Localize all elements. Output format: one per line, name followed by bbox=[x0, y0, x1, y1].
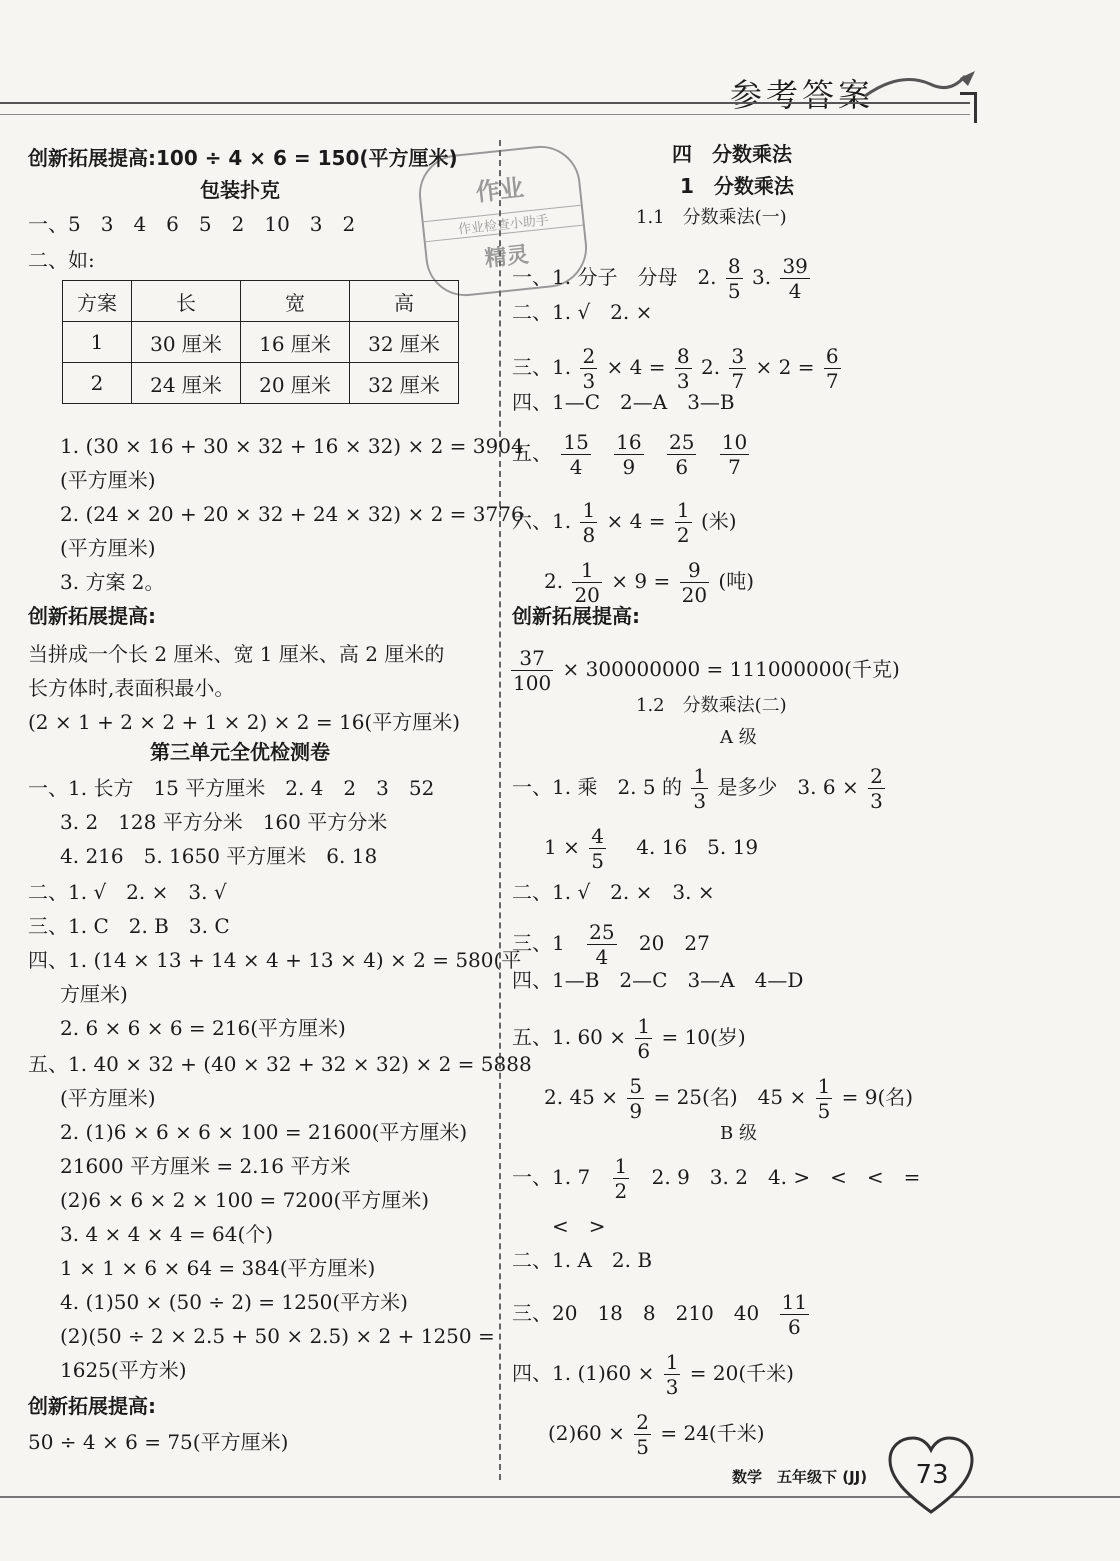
right-r8: 创新拓展提高: bbox=[512, 604, 640, 628]
text: × 9 = bbox=[611, 569, 671, 593]
numerator: 6 bbox=[825, 344, 839, 368]
text: 一、1. 7 bbox=[512, 1165, 591, 1189]
right-r18: < > bbox=[552, 1214, 606, 1238]
column-divider bbox=[499, 140, 501, 1480]
text: 三、1. bbox=[512, 355, 572, 379]
denominator: 3 bbox=[582, 369, 596, 393]
text: × 4 = bbox=[606, 355, 666, 379]
left-l11: 3. 2 128 平方分米 160 平方分米 bbox=[60, 810, 388, 834]
numerator: 11 bbox=[781, 1290, 808, 1314]
left-l16: 2. 6 × 6 × 6 = 216(平方厘米) bbox=[60, 1016, 346, 1040]
right-r3 bbox=[512, 346, 844, 391]
fraction bbox=[667, 432, 696, 477]
page-header-title: 参考答案 bbox=[730, 76, 875, 114]
numerator: 1 bbox=[676, 498, 690, 522]
table-row bbox=[63, 322, 459, 363]
numerator: 1 bbox=[693, 764, 707, 788]
fraction bbox=[691, 766, 708, 811]
numerator: 9 bbox=[680, 560, 709, 583]
left-l6: 3. 方案 2。 bbox=[60, 570, 165, 594]
numerator: 1 bbox=[572, 560, 601, 583]
text: = 24(千米) bbox=[660, 1421, 765, 1445]
right-r19: 二、1. A 2. B bbox=[512, 1248, 653, 1272]
left-l22: 1 × 1 × 6 × 64 = 384(平方厘米) bbox=[60, 1256, 376, 1280]
fraction bbox=[675, 346, 692, 391]
fraction bbox=[613, 1156, 630, 1201]
denominator: 6 bbox=[675, 455, 689, 479]
right-r1 bbox=[512, 256, 813, 301]
left-l17b: (平方厘米) bbox=[60, 1086, 156, 1110]
left-l10: 一、1. 长方 15 平方厘米 2. 4 2 3 52 bbox=[28, 776, 435, 800]
text: 一、1. 分子 分母 2. bbox=[512, 265, 717, 289]
left-l8a: 当拼成一个长 2 厘米、宽 1 厘米、高 2 厘米的 bbox=[28, 642, 445, 666]
text: (米) bbox=[700, 509, 737, 533]
left-l12: 4. 216 5. 1650 平方厘米 6. 18 bbox=[60, 844, 378, 868]
left-l18: 2. (1)6 × 6 × 6 × 100 = 21600(平方厘米) bbox=[60, 1120, 468, 1144]
table-cell: 16 厘米 bbox=[241, 322, 350, 363]
numerator: 8 bbox=[676, 344, 690, 368]
right-r17 bbox=[512, 1156, 920, 1201]
stamp-line3: 精灵 bbox=[483, 242, 531, 273]
right-r2: 二、1. √ 2. × bbox=[512, 300, 653, 324]
section-title-packing-cards: 包装扑克 bbox=[200, 178, 280, 202]
left-l25: 1625(平方米) bbox=[60, 1358, 187, 1382]
left-l7: 创新拓展提高: bbox=[28, 604, 156, 628]
numerator: 10 bbox=[721, 430, 748, 454]
left-l13: 二、1. √ 2. × 3. √ bbox=[28, 880, 227, 904]
left-l5b: (平方厘米) bbox=[60, 536, 156, 560]
left-l24: (2)(50 ÷ 2 × 2.5 + 50 × 2.5) × 2 + 1250 = bbox=[60, 1324, 495, 1348]
header-rule bbox=[0, 102, 970, 115]
lesson-title-1-2: 1.2 分数乘法(二) bbox=[636, 695, 787, 716]
right-r11 bbox=[544, 826, 758, 871]
left-l20: (2)6 × 6 × 2 × 100 = 7200(平方厘米) bbox=[60, 1188, 430, 1212]
right-r7 bbox=[544, 560, 754, 605]
denominator: 7 bbox=[825, 369, 839, 393]
left-l27: 50 ÷ 4 × 6 = 75(平方厘米) bbox=[28, 1430, 289, 1454]
denominator: 2 bbox=[676, 523, 690, 547]
numerator: 1 bbox=[582, 498, 596, 522]
text: 4. 16 5. 19 bbox=[636, 835, 759, 859]
page-number: 73 bbox=[915, 1460, 949, 1490]
fraction bbox=[720, 432, 749, 477]
numerator: 16 bbox=[616, 430, 642, 454]
fraction bbox=[824, 346, 841, 391]
fraction bbox=[868, 766, 885, 811]
text: 五、 bbox=[512, 441, 552, 465]
denominator: 7 bbox=[731, 369, 745, 393]
table-cell: 32 厘米 bbox=[350, 322, 459, 363]
table-cell: 30 厘米 bbox=[132, 322, 241, 363]
table-cell: 32 厘米 bbox=[350, 363, 459, 404]
table-cell: 2 bbox=[63, 363, 132, 404]
fraction bbox=[680, 560, 709, 605]
left-l26: 创新拓展提高: bbox=[28, 1394, 156, 1418]
plan-table bbox=[62, 280, 459, 404]
numerator: 1 bbox=[665, 1350, 679, 1374]
fraction bbox=[627, 1076, 644, 1121]
numerator: 25 bbox=[589, 920, 615, 944]
fraction bbox=[780, 256, 809, 301]
text: × 2 = bbox=[755, 355, 815, 379]
left-l9: (2 × 1 + 2 × 2 + 1 × 2) × 2 = 16(平方厘米) bbox=[28, 710, 461, 734]
fraction bbox=[589, 826, 606, 871]
denominator: 3 bbox=[870, 789, 883, 813]
left-l3: 二、如: bbox=[28, 248, 95, 272]
stamp-line1: 作业 bbox=[474, 173, 526, 207]
fraction bbox=[664, 1352, 681, 1397]
numerator: 2 bbox=[582, 344, 596, 368]
denominator: 5 bbox=[727, 279, 741, 303]
th-length: 长 bbox=[132, 281, 241, 322]
text: 三、20 18 8 210 40 bbox=[512, 1301, 760, 1325]
denominator: 20 bbox=[574, 583, 600, 607]
left-l17a: 五、1. 40 × 32 + (40 × 32 + 32 × 32) × 2 = 5888 bbox=[28, 1052, 532, 1076]
left-l5a: 2. (24 × 20 + 20 × 32 + 24 × 32) × 2 = 3776 bbox=[60, 502, 524, 526]
denominator: 4 bbox=[569, 455, 583, 479]
th-height: 高 bbox=[350, 281, 459, 322]
fraction bbox=[614, 432, 643, 477]
numerator: 25 bbox=[668, 430, 695, 454]
denominator: 3 bbox=[676, 369, 690, 393]
level-a-label: A 级 bbox=[720, 727, 757, 748]
numerator: 2 bbox=[870, 764, 883, 788]
left-l19: 21600 平方厘米 = 2.16 平方米 bbox=[60, 1154, 351, 1178]
table-row bbox=[63, 363, 459, 404]
denominator: 3 bbox=[665, 1375, 679, 1399]
left-l21: 3. 4 × 4 × 4 = 64(个) bbox=[60, 1222, 274, 1246]
denominator: 4 bbox=[595, 945, 609, 969]
numerator: 1 bbox=[614, 1154, 628, 1178]
text: 1 × bbox=[544, 835, 580, 859]
numerator: 4 bbox=[591, 824, 604, 848]
denominator: 9 bbox=[629, 1099, 643, 1123]
right-r22 bbox=[548, 1412, 765, 1457]
denominator: 6 bbox=[787, 1315, 801, 1339]
right-r16 bbox=[544, 1076, 913, 1121]
denominator: 5 bbox=[591, 849, 604, 873]
left-l23: 4. (1)50 × (50 ÷ 2) = 1250(平方米) bbox=[60, 1290, 408, 1314]
fraction bbox=[780, 1292, 809, 1337]
fraction bbox=[587, 922, 616, 967]
footer-subject: 数学 五年级下 (JJ) bbox=[732, 1468, 868, 1486]
fraction bbox=[561, 432, 590, 477]
denominator: 20 bbox=[681, 583, 708, 607]
fraction bbox=[729, 346, 746, 391]
denominator: 2 bbox=[614, 1179, 628, 1203]
text: × 4 = bbox=[606, 509, 666, 533]
text: 3. bbox=[751, 265, 772, 289]
text: × 300000000 = 111000000(千克) bbox=[562, 657, 900, 681]
numerator: 2 bbox=[636, 1410, 649, 1434]
text: = 9(名) bbox=[841, 1085, 914, 1109]
right-r10 bbox=[512, 766, 888, 811]
denominator: 3 bbox=[693, 789, 707, 813]
right-r13 bbox=[512, 922, 710, 967]
right-r21 bbox=[512, 1352, 794, 1397]
right-r6 bbox=[512, 500, 737, 545]
table-cell: 20 厘米 bbox=[241, 363, 350, 404]
fraction bbox=[675, 500, 692, 545]
th-plan: 方案 bbox=[63, 281, 132, 322]
text: 五、1. 60 × bbox=[512, 1025, 627, 1049]
text: 三、1 bbox=[512, 931, 565, 955]
text: 2. 9 3. 2 4. > < < = bbox=[651, 1165, 921, 1189]
text: = 20(千米) bbox=[689, 1361, 794, 1385]
right-r12: 二、1. √ 2. × 3. × bbox=[512, 880, 715, 904]
fraction bbox=[580, 346, 597, 391]
left-l1: 创新拓展提高:100 ÷ 4 × 6 = 150(平方厘米) bbox=[28, 146, 458, 170]
numerator: 37 bbox=[511, 648, 553, 671]
right-r20 bbox=[512, 1292, 812, 1337]
numerator: 8 bbox=[727, 254, 741, 278]
denominator: 9 bbox=[622, 455, 636, 479]
th-width: 宽 bbox=[241, 281, 350, 322]
left-l15a: 四、1. (14 × 13 + 14 × 4 + 13 × 4) × 2 = 580(平 bbox=[28, 948, 522, 972]
text: 六、1. bbox=[512, 509, 572, 533]
denominator: 8 bbox=[582, 523, 596, 547]
header-bracket bbox=[960, 92, 977, 123]
text: (吨) bbox=[718, 569, 755, 593]
numerator: 15 bbox=[563, 430, 589, 454]
denominator: 100 bbox=[513, 671, 552, 695]
left-l4a: 1. (30 × 16 + 30 × 32 + 16 × 32) × 2 = 3904 bbox=[60, 434, 524, 458]
denominator: 4 bbox=[788, 279, 802, 303]
left-l2: 一、5 3 4 6 5 2 10 3 2 bbox=[28, 212, 356, 236]
text: 是多少 3. 6 × bbox=[717, 775, 859, 799]
text: 20 27 bbox=[638, 931, 710, 955]
text: 一、1. 乘 2. 5 的 bbox=[512, 775, 682, 799]
right-r14: 四、1—B 2—C 3—A 4—D bbox=[512, 968, 804, 992]
right-r9 bbox=[508, 648, 900, 693]
denominator: 6 bbox=[637, 1039, 651, 1063]
fraction bbox=[511, 648, 553, 693]
text: 2. bbox=[700, 355, 721, 379]
text: = 25(名) 45 × bbox=[653, 1085, 807, 1109]
numerator: 39 bbox=[782, 254, 808, 278]
right-r4: 四、1—C 2—A 3—B bbox=[512, 390, 735, 414]
fraction bbox=[816, 1076, 833, 1121]
fraction bbox=[635, 1016, 652, 1061]
numerator: 5 bbox=[629, 1074, 643, 1098]
subsection-title: 1 分数乘法 bbox=[680, 174, 794, 198]
lesson-title-1-1: 1.1 分数乘法(一) bbox=[636, 207, 787, 228]
numerator: 3 bbox=[731, 344, 745, 368]
numerator: 1 bbox=[637, 1014, 651, 1038]
denominator: 7 bbox=[728, 455, 741, 479]
left-l14: 三、1. C 2. B 3. C bbox=[28, 914, 230, 938]
text: 四、1. (1)60 × bbox=[512, 1361, 655, 1385]
chapter-title: 四 分数乘法 bbox=[672, 142, 792, 166]
fraction bbox=[572, 560, 601, 605]
table-cell: 1 bbox=[63, 322, 132, 363]
denominator: 5 bbox=[817, 1099, 831, 1123]
left-l8b: 长方体时,表面积最小。 bbox=[28, 676, 235, 700]
numerator: 1 bbox=[817, 1074, 831, 1098]
text: (2)60 × bbox=[548, 1421, 625, 1445]
table-cell: 24 厘米 bbox=[132, 363, 241, 404]
left-l15b: 方厘米) bbox=[60, 982, 128, 1006]
right-r5 bbox=[512, 432, 752, 477]
level-b-label: B 级 bbox=[720, 1123, 757, 1144]
text: 2. 45 × bbox=[544, 1085, 619, 1109]
fraction bbox=[634, 1412, 651, 1457]
text: = 10(岁) bbox=[661, 1025, 746, 1049]
section-title-unit3-test: 第三单元全优检测卷 bbox=[150, 740, 330, 764]
right-r15 bbox=[512, 1016, 746, 1061]
fraction bbox=[580, 500, 597, 545]
text: 2. bbox=[544, 569, 564, 593]
fraction bbox=[726, 256, 743, 301]
stamp-line2: 作业检查小助手 bbox=[424, 205, 583, 242]
table-header-row bbox=[63, 281, 459, 322]
denominator: 5 bbox=[636, 1435, 649, 1459]
left-l4b: (平方厘米) bbox=[60, 468, 156, 492]
